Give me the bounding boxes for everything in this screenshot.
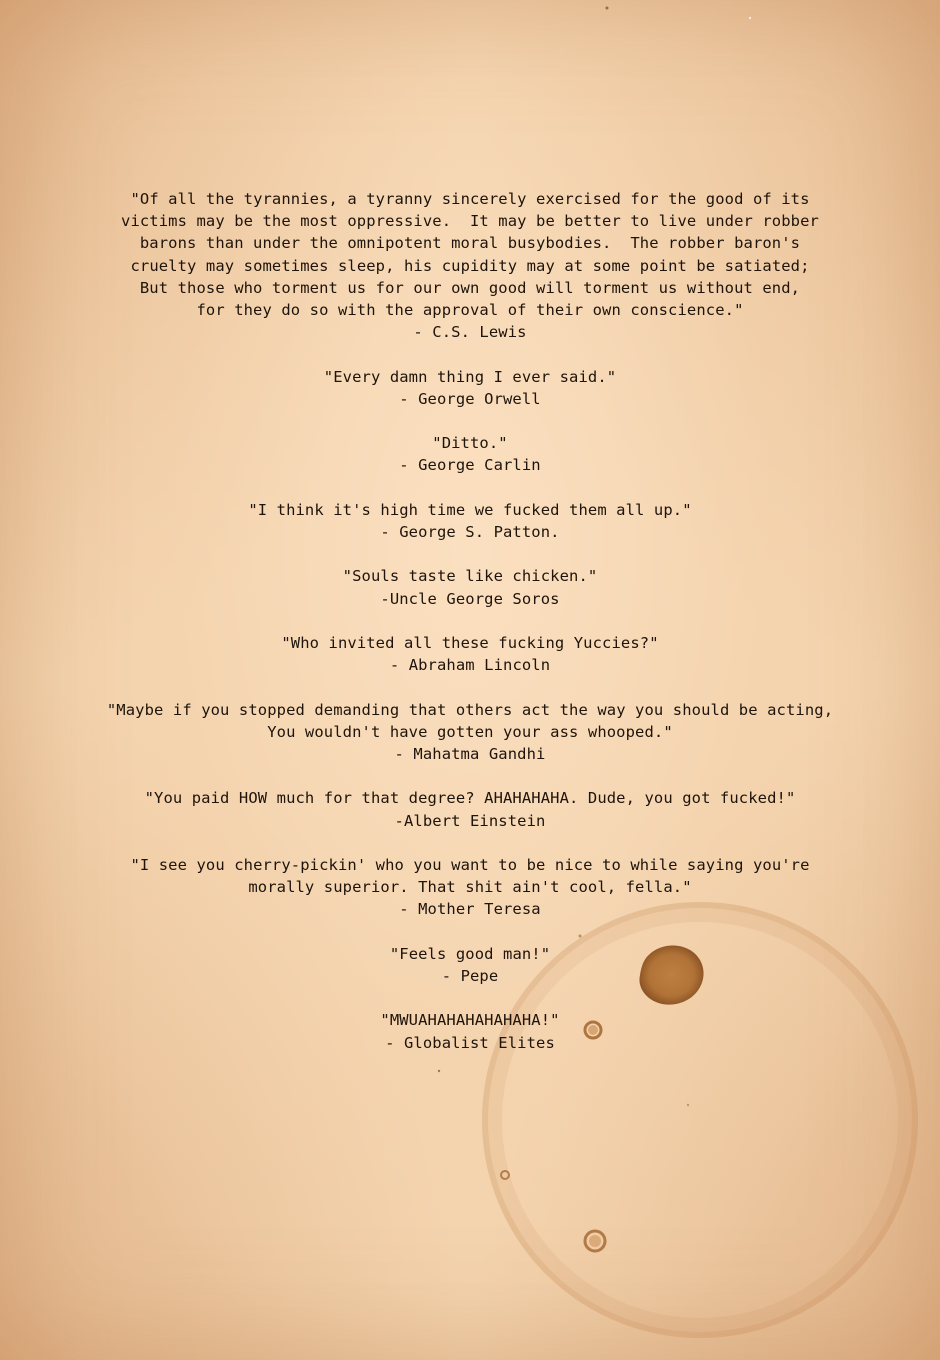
quote-block — [40, 188, 900, 343]
quote-block — [40, 366, 900, 410]
quote-block — [40, 565, 900, 609]
quote-attribution: - Pepe — [441, 966, 499, 985]
quote-text-line: "Every damn thing I ever said." — [323, 367, 617, 386]
quote-attribution: -Uncle George Soros — [380, 589, 560, 608]
quote-text-line: "Maybe if you stopped demanding that others act the way you should be acting, — [106, 700, 834, 719]
quote-block — [40, 1009, 900, 1053]
quote-list — [40, 188, 900, 1076]
quote-block — [40, 854, 900, 921]
quote-text-line: "You paid HOW much for that degree? AHAHAHAHA. Dude, you got fucked!" — [144, 789, 796, 808]
quote-attribution: - Globalist Elites — [385, 1033, 555, 1052]
quote-text-line: morally superior. That shit ain't cool, fella." — [248, 878, 692, 897]
quote-text-line: for they do so with the approval of their own conscience." — [196, 301, 744, 320]
quote-block — [40, 943, 900, 987]
quote-block — [40, 632, 900, 676]
quote-text-line: "MWUAHAHAHAHAHAHA!" — [380, 1011, 560, 1030]
quote-text-line: "Ditto." — [432, 434, 508, 453]
quote-attribution: - Abraham Lincoln — [389, 656, 551, 675]
quote-text-line: "Who invited all these fucking Yuccies?" — [281, 633, 659, 652]
quote-text-line: "Of all the tyrannies, a tyranny sincerely exercised for the good of its — [130, 190, 810, 208]
quote-attribution: -Albert Einstein — [394, 811, 546, 830]
quote-attribution: - Mahatma Gandhi — [394, 744, 546, 763]
quote-attribution: - George S. Patton. — [380, 523, 560, 541]
quote-attribution: - C.S. Lewis — [413, 323, 527, 342]
quote-text-line: "Souls taste like chicken." — [342, 567, 598, 586]
quote-text-line: victims may be the most oppressive. It may be better to live under robber — [121, 212, 819, 231]
quote-text-line: "Feels good man!" — [389, 944, 551, 963]
quote-text-line: "I see you cherry-pickin' who you want to be nice to while saying you're — [130, 855, 810, 874]
quote-block — [40, 787, 900, 831]
quote-text-line: But those who torment us for our own good will torment us without end, — [139, 278, 801, 297]
quote-block — [40, 432, 900, 476]
quote-attribution: - George Carlin — [399, 456, 541, 475]
quote-block — [40, 499, 900, 543]
quote-text-line: "I think it's high time we fucked them all up." — [248, 500, 692, 519]
quote-attribution: - George Orwell — [399, 389, 541, 408]
quote-block — [40, 699, 900, 766]
quote-attribution: - Mother Teresa — [399, 900, 541, 919]
quote-text-line: cruelty may sometimes sleep, his cupidity may at some point be satiated; — [130, 256, 810, 275]
quote-text-line: barons than under the omnipotent moral busybodies. The robber baron's — [139, 234, 801, 253]
quote-text-line: You wouldn't have gotten your ass whooped." — [267, 722, 673, 741]
